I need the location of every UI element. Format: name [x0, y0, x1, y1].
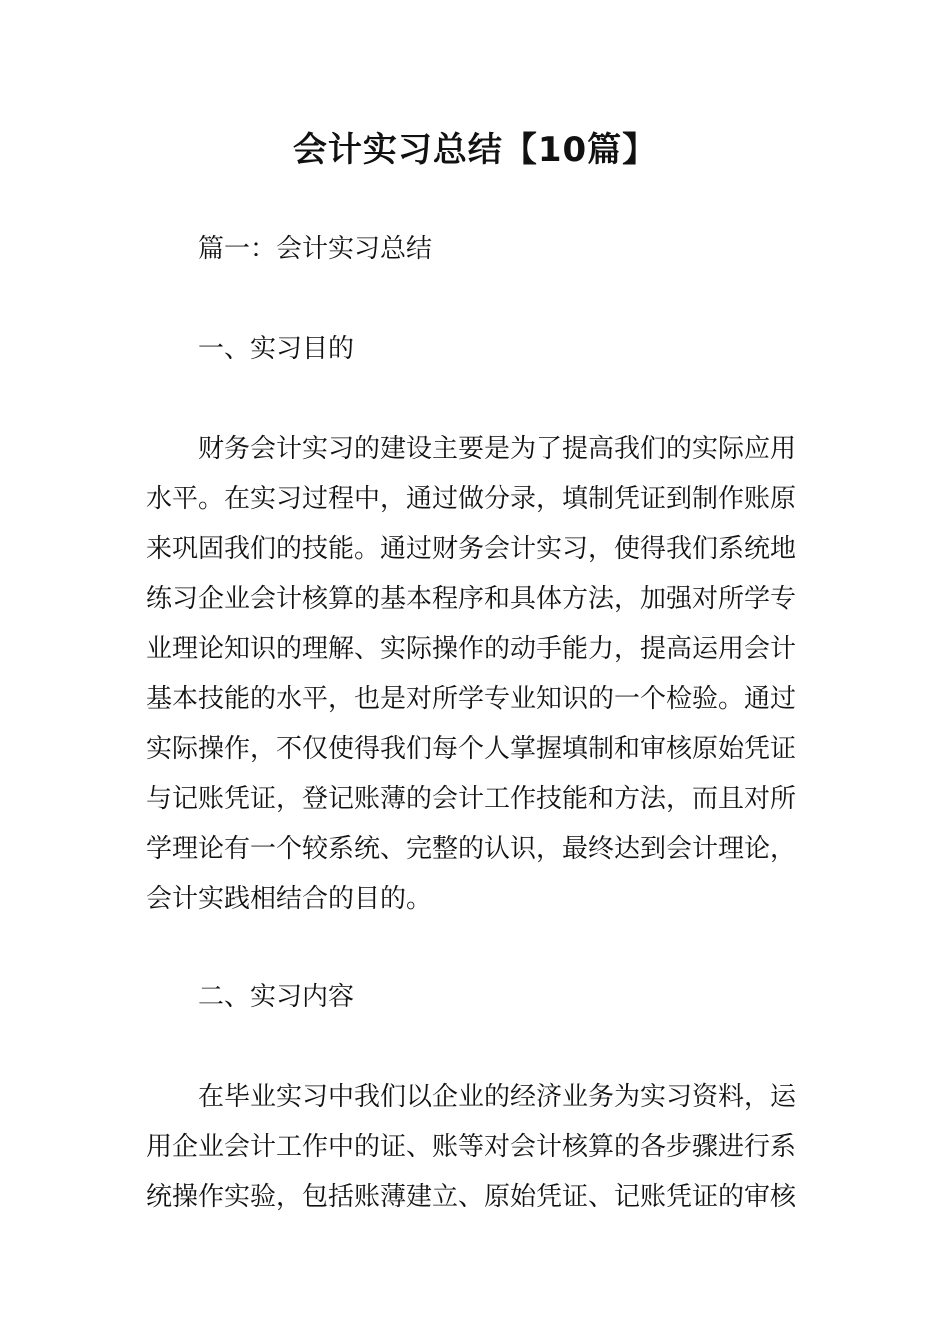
chapter-heading: 篇一：会计实习总结	[198, 234, 433, 264]
paragraph-line: 来巩固我们的技能。通过财务会计实习，使得我们系统地	[146, 534, 797, 564]
paragraph-line: 与记账凭证，登记账薄的会计工作技能和方法，而且对所	[146, 784, 797, 814]
paragraph-line: 水平。在实习过程中，通过做分录，填制凭证到制作账原	[146, 484, 797, 514]
paragraph-line: 在毕业实习中我们以企业的经济业务为实习资料，运	[198, 1082, 797, 1112]
paragraph-line: 实际操作，不仅使得我们每个人掌握填制和审核原始凭证	[146, 734, 797, 764]
paragraph-line: 统操作实验，包括账薄建立、原始凭证、记账凭证的审核	[146, 1182, 797, 1212]
paragraph-line: 学理论有一个较系统、完整的认识，最终达到会计理论，	[146, 834, 797, 864]
paragraph-line: 练习企业会计核算的基本程序和具体方法，加强对所学专	[146, 584, 797, 614]
section-heading-purpose: 一、实习目的	[198, 334, 355, 364]
paragraph-line: 会计实践相结合的目的。	[146, 884, 433, 914]
paragraph-line: 业理论知识的理解、实际操作的动手能力，提高运用会计	[146, 634, 797, 664]
paragraph-line: 基本技能的水平，也是对所学专业知识的一个检验。通过	[146, 684, 797, 714]
section-heading-content: 二、实习内容	[198, 982, 355, 1012]
document-title: 会计实习总结【10篇】	[292, 130, 658, 170]
paragraph-line: 用企业会计工作中的证、账等对会计核算的各步骤进行系	[146, 1132, 797, 1162]
paragraph-line: 财务会计实习的建设主要是为了提高我们的实际应用	[198, 434, 797, 464]
